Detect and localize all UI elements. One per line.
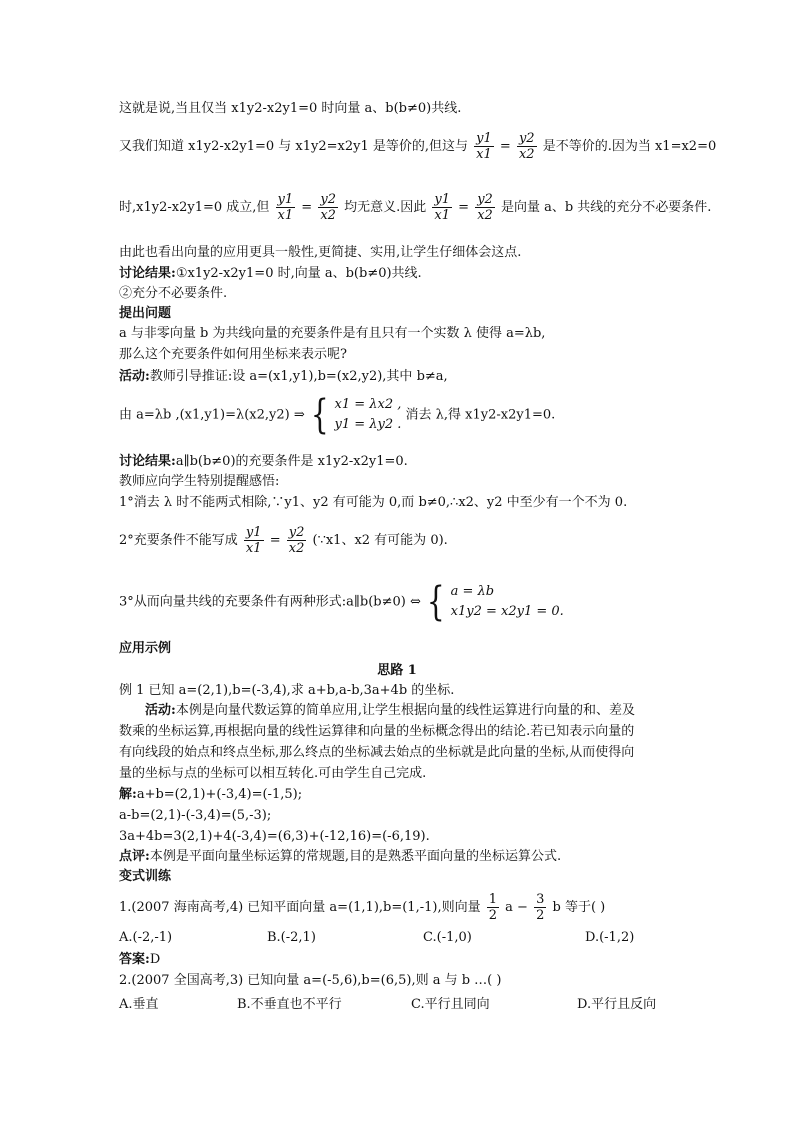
heading-approach-1: 思路 1 — [377, 663, 417, 678]
left-brace: { — [426, 579, 445, 625]
activity-derivation: 活动:教师引导推证:设 a=(x1,y1),b=(x2,y2),其中 b≠a, — [119, 369, 448, 384]
text-segment: 是向量 a、b 共线的充分不必要条件. — [500, 200, 712, 215]
solution-line-3: 3a+4b=3(2,1)+4(-3,4)=(6,3)+(-12,16)=(-6,19). — [119, 829, 430, 844]
comment: 点评:本例是平面向量坐标运算的常规题,目的是熟悉平面向量的坐标运算公式. — [119, 849, 562, 864]
option-d: D.平行且反向 — [577, 997, 657, 1012]
text-segment: 时,x1y2-x2y1=0 成立,但 — [119, 200, 270, 215]
fraction-y2-x2: $\frac{y2}{x2}$ — [288, 525, 305, 556]
text-segment: 是不等价的.因为当 x1=x2=0 — [542, 139, 717, 154]
option-a: A.垂直 — [119, 997, 159, 1012]
option-a: A.(-2,-1) — [119, 930, 173, 945]
example-1: 例 1 已知 a=(2,1),b=(-3,4),求 a+b,a-b,3a+4b 的坐标. — [119, 683, 455, 698]
label: 活动: — [145, 703, 176, 718]
equation-system: x1 = λx2 , y1 = λy2 . — [334, 397, 402, 432]
fraction-y1-x1: $\frac{y1}{x1}$ — [434, 192, 451, 223]
paragraph-meaningless: 时,x1y2-x2y1=0 成立,但 $\frac{y1}{x1}$ = $\frac{y2}{x2}$ 均无意义.因此 $\frac{y1}{x1}$ = $\frac{y2}{x2}$ 是向量 a、b 共线的充分不必要条件. — [119, 192, 712, 223]
option-c: C.(-1,0) — [423, 930, 472, 945]
paragraph-question: 那么这个充要条件如何用坐标来表示呢? — [119, 347, 347, 362]
note-2: 2°充要条件不能写成 $\frac{y1}{x1}$ = $\frac{y2}{x2}$ (∵x1、x2 有可能为 0). — [119, 525, 448, 556]
paragraph-conclusion: 这就是说,当且仅当 x1y2-x2y1=0 时向量 a、b(b≠0)共线. — [119, 101, 462, 116]
option-c: C.平行且同向 — [411, 997, 490, 1012]
activity-paragraph: 活动:本例是向量代数运算的简单应用,让学生根据向量的线性运算进行向量的和、差及 — [145, 703, 635, 718]
note-1: 1°消去 λ 时不能两式相除,∵y1、y2 有可能为 0,而 b≠0,∴x2、y2 中至少有一个不为 0. — [119, 495, 628, 510]
heading-application-examples: 应用示例 — [119, 641, 172, 656]
heading-pose-question: 提出问题 — [119, 306, 172, 321]
fraction-y1-x1: $\frac{y1}{x1}$ — [476, 131, 492, 162]
label: 解: — [119, 787, 137, 802]
paragraph-reminder: 教师应向学生特别提醒感悟: — [119, 474, 280, 489]
paragraph-summary: 由此也看出向量的应用更具一般性,更简捷、实用,让学生仔细体会这点. — [119, 245, 522, 260]
fraction-one-half: $\frac{1}{2}$ — [488, 892, 498, 923]
label: 活动: — [119, 369, 150, 384]
option-b: B.(-2,1) — [267, 930, 316, 945]
question-1: 1.(2007 海南高考,4) 已知平面向量 a=(1,1),b=(1,-1),则向量 $\frac{1}{2}$ a − $\frac{3}{2}$ b 等于( ) — [119, 892, 606, 923]
text-segment: 又我们知道 x1y2-x2y1=0 与 x1y2=x2y1 是等价的,但这与 — [119, 139, 468, 154]
activity-paragraph-line: 有向线段的始点和终点坐标,那么终点的坐标减去始点的坐标就是此向量的坐标,从而使得向 — [119, 745, 635, 760]
label: 答案: — [119, 952, 150, 967]
equation-system: a = λb x1y2 = x2y1 = 0. — [450, 584, 564, 619]
text-segment: 均无意义.因此 — [344, 200, 427, 215]
label: 讨论结果: — [119, 266, 176, 281]
solution-line-1: 解:a+b=(2,1)+(-3,4)=(-1,5); — [119, 787, 303, 802]
option-d: D.(-1,2) — [585, 930, 635, 945]
fraction-y1-x1: $\frac{y1}{x1}$ — [245, 525, 262, 556]
fraction-three-halves: $\frac{3}{2}$ — [536, 892, 545, 923]
fraction-y2-x2: $\frac{y2}{x2}$ — [477, 192, 493, 223]
option-b: B.不垂直也不平行 — [237, 997, 342, 1012]
fraction-y2-x2: $\frac{y2}{x2}$ — [518, 131, 535, 162]
answer-1: 答案:D — [119, 952, 161, 967]
paragraph-collinear-condition: a 与非零向量 b 为共线向量的充要条件是有且只有一个实数 λ 使得 a=λb, — [119, 326, 546, 341]
label: 讨论结果: — [119, 454, 176, 469]
solution-line-2: a-b=(2,1)-(-3,4)=(5,-3); — [119, 808, 272, 823]
activity-paragraph-line: 量的坐标与点的坐标可以相互转化.可由学生自己完成. — [119, 766, 427, 781]
fraction-y1-x1: $\frac{y1}{x1}$ — [277, 192, 294, 223]
heading-variation-training: 变式训练 — [119, 869, 172, 884]
question-2: 2.(2007 全国高考,3) 已知向量 a=(-5,6),b=(6,5),则 a 与 b …( ) — [119, 973, 502, 988]
note-3: 3°从而向量共线的充要条件有两种形式:a∥b(b≠0) ⇔ { a = λb x1y2 = x2y1 = 0. — [119, 579, 564, 625]
label: 点评: — [119, 849, 150, 864]
fraction-y2-x2: $\frac{y2}{x2}$ — [320, 192, 336, 223]
derivation-system — [119, 392, 556, 438]
discussion-result-3: 讨论结果:a∥b(b≠0)的充要条件是 x1y2-x2y1=0. — [119, 454, 408, 469]
text-segment: 由 a=λb ,(x1,y1)=λ(x2,y2) ⇒ — [119, 407, 305, 423]
activity-paragraph-line: 数乘的坐标运算,再根据向量的线性运算律和向量的坐标概念得出的结论.若已知表示向量的 — [119, 724, 635, 739]
discussion-result-2: ②充分不必要条件. — [119, 286, 228, 301]
paragraph-equivalence — [119, 131, 716, 162]
discussion-result-1: 讨论结果:①x1y2-x2y1=0 时,向量 a、b(b≠0)共线. — [119, 266, 422, 281]
text-segment: 消去 λ,得 x1y2-x2y1=0. — [405, 407, 556, 423]
left-brace: { — [310, 392, 329, 438]
equals-sign: = — [499, 139, 511, 154]
